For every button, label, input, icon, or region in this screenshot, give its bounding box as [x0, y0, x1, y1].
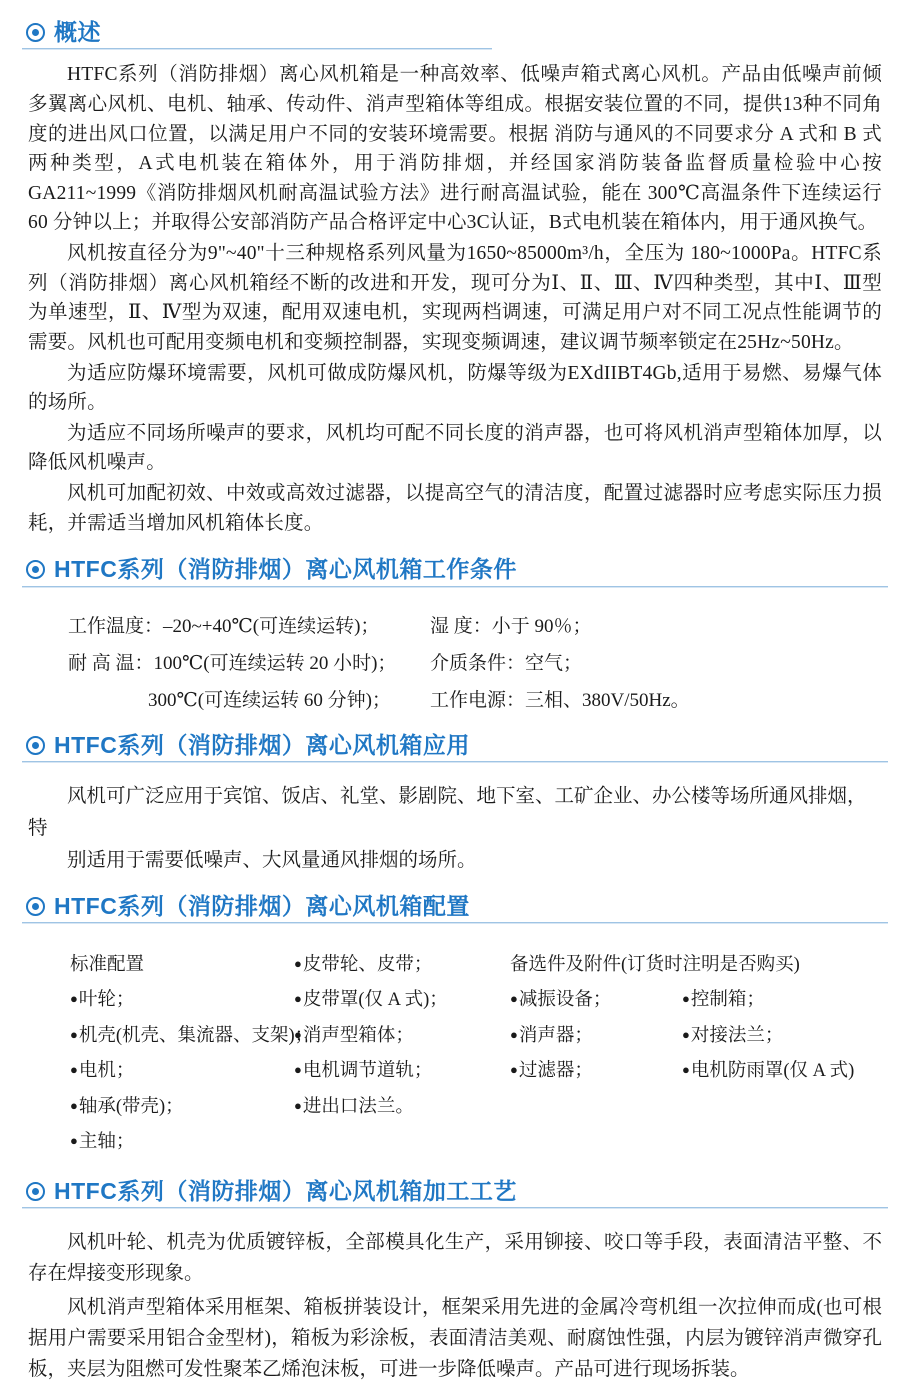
section-header-overview: [22, 14, 888, 45]
application-line: 风机可广泛应用于宾馆、饭店、礼堂、影剧院、地下室、工矿企业、办公楼等场所通风排烟，特: [28, 786, 867, 840]
configuration-column-standard-2: [294, 948, 510, 1161]
conditions-column-left: [22, 608, 422, 719]
configuration-optional-group: [510, 948, 888, 1161]
condition-item: 工作温度：–20~+40℃(可连续运转)；: [68, 615, 380, 637]
condition-item: 工作电源：三相、380V/50Hz。: [430, 689, 690, 711]
application-line: 别适用于需要低噪声、大风量通风排烟的场所。: [67, 850, 477, 872]
section-divider-overview: [22, 48, 492, 50]
condition-item: 耐 高 温：100℃(可连续运转 20 小时)；: [68, 652, 397, 674]
configuration-heading-optional: 备选件及附件(订货时注明是否购买): [510, 954, 800, 975]
configuration-item: ● 电机调节道轨；: [294, 1054, 510, 1090]
configuration-column-standard: [22, 948, 314, 1161]
section-header-process: [22, 1165, 888, 1204]
configuration-item: ● 进出口法兰。: [294, 1090, 510, 1126]
condition-item: 介质条件：空气；: [430, 652, 583, 674]
section-divider-process: [22, 1207, 888, 1209]
configuration-item: ● 电机；: [70, 1054, 294, 1090]
circle-bullet-icon: [26, 560, 45, 579]
configuration-item: ● 机壳(机壳、集流器、支架)；: [70, 1019, 294, 1055]
section-title-overview: 概述: [54, 19, 101, 45]
process-paragraph: 风机叶轮、机壳为优质镀锌板，全部模具化生产，采用铆接、咬口等手段，表面清洁平整、不存在焊接变形现象。: [28, 1232, 882, 1285]
overview-paragraph: HTFC系列（消防排烟）离心风机箱是一种高效率、低噪声箱式离心风机。产品由低噪声前倾多翼离心风机、电机、轴承、传动件、消声型箱体等组成。根据安装位置的不同，提供13种不同角度的进出风口位置，以满足用户不同的安装环境需要。根据 消防与通风的不同要求分 A 式和 B 式两种类型，A式电机装在箱体外，用于消防排烟，并经国家消防装备监督质量检验中心按 GA211~1999《消防排烟风机耐高温试验方法》进行耐高温试验，能在 300℃高温条件下连续运行 60 分钟以上；并取得公安部消防产品合格评定中心3C认证，B式电机装在箱体内，用于通风换气。: [28, 64, 882, 234]
configuration-item: ● 叶轮；: [70, 983, 294, 1019]
overview-body: [22, 60, 888, 538]
section-title-configuration: HTFC系列（消防排烟）离心风机箱配置: [54, 892, 470, 919]
section-divider-conditions: [22, 586, 888, 588]
overview-paragraph: 为适应防爆环境需要，风机可做成防爆风机，防爆等级为EXdIIBT4Gb,适用于易燃、易爆气体的场所。: [28, 362, 882, 414]
section-header-conditions: [22, 539, 888, 582]
configuration-item: ● 皮带轮、皮带；: [294, 948, 510, 984]
configuration-item: ● 减振设备；: [510, 983, 682, 1019]
configuration-item: ● 消声型箱体；: [294, 1019, 510, 1055]
working-conditions-table: [22, 598, 888, 723]
configuration-item: ● 过滤器；: [510, 1054, 682, 1090]
configuration-item: ● 电机防雨罩(仅 A 式): [682, 1054, 882, 1090]
section-divider-application: [22, 761, 888, 763]
condition-item: 湿 度：小于 90％；: [430, 615, 592, 637]
configuration-column-optional-1: [510, 983, 682, 1090]
condition-item: 300℃(可连续运转 60 分钟)；: [148, 689, 391, 711]
configuration-item: ● 轴承(带壳)；: [70, 1090, 294, 1126]
section-header-configuration: [22, 880, 888, 919]
section-title-process: HTFC系列（消防排烟）离心风机箱加工工艺: [54, 1177, 517, 1204]
circle-bullet-icon: [26, 23, 45, 42]
section-header-application: [22, 723, 888, 758]
configuration-item: ● 主轴；: [70, 1125, 294, 1161]
application-body: [22, 773, 888, 880]
configuration-heading-standard: 标准配置: [70, 954, 145, 975]
circle-bullet-icon: [26, 1182, 45, 1201]
configuration-item: ● 皮带罩(仅 A 式)；: [294, 983, 510, 1019]
process-body: [22, 1219, 888, 1385]
overview-paragraph: 风机按直径分为9"~40"十三种规格系列风量为1650~85000m³/h，全压为 180~1000Pa。HTFC系列（消防排烟）离心风机箱经不断的改进和开发，现可分为Ⅰ、Ⅱ、Ⅲ、Ⅳ四种类型，其中Ⅰ、Ⅲ型为单速型，Ⅱ、Ⅳ型为双速，配用双速电机，实现两档调速，可满足用户对不同工况点性能调节的需要。风机也可配用变频电机和变频控制器，实现变频调速，建议调节频率锁定在25Hz~50Hz。: [28, 243, 882, 353]
section-title-conditions: HTFC系列（消防排烟）离心风机箱工作条件: [54, 556, 517, 583]
configuration-table: [22, 934, 888, 1165]
conditions-column-right: [422, 608, 690, 719]
circle-bullet-icon: [26, 736, 45, 755]
section-divider-configuration: [22, 922, 888, 924]
overview-paragraph: 风机可加配初效、中效或高效过滤器，以提高空气的清洁度，配置过滤器时应考虑实际压力损耗，并需适当增加风机箱体长度。: [28, 483, 882, 534]
configuration-item: ● 对接法兰；: [682, 1019, 882, 1055]
section-title-application: HTFC系列（消防排烟）离心风机箱应用: [54, 731, 470, 758]
overview-paragraph: 为适应不同场所噪声的要求，风机均可配不同长度的消声器，也可将风机消声型箱体加厚，以降低风机噪声。: [28, 422, 882, 474]
configuration-item: ● 控制箱；: [682, 983, 882, 1019]
circle-bullet-icon: [26, 897, 45, 916]
configuration-column-optional-2: [682, 983, 882, 1090]
configuration-item: ● 消声器；: [510, 1019, 682, 1055]
process-paragraph: 风机消声型箱体采用框架、箱板拼装设计，框架采用先进的金属冷弯机组一次拉伸而成(也可根据用户需要采用铝合金型材)，箱板为彩涂板，表面清洁美观、耐腐蚀性强，内层为镀锌消声微穿孔板，夹层为阻燃可发性聚苯乙烯泡沫板，可进一步降低噪声。产品可进行现场拆装。: [28, 1296, 882, 1380]
